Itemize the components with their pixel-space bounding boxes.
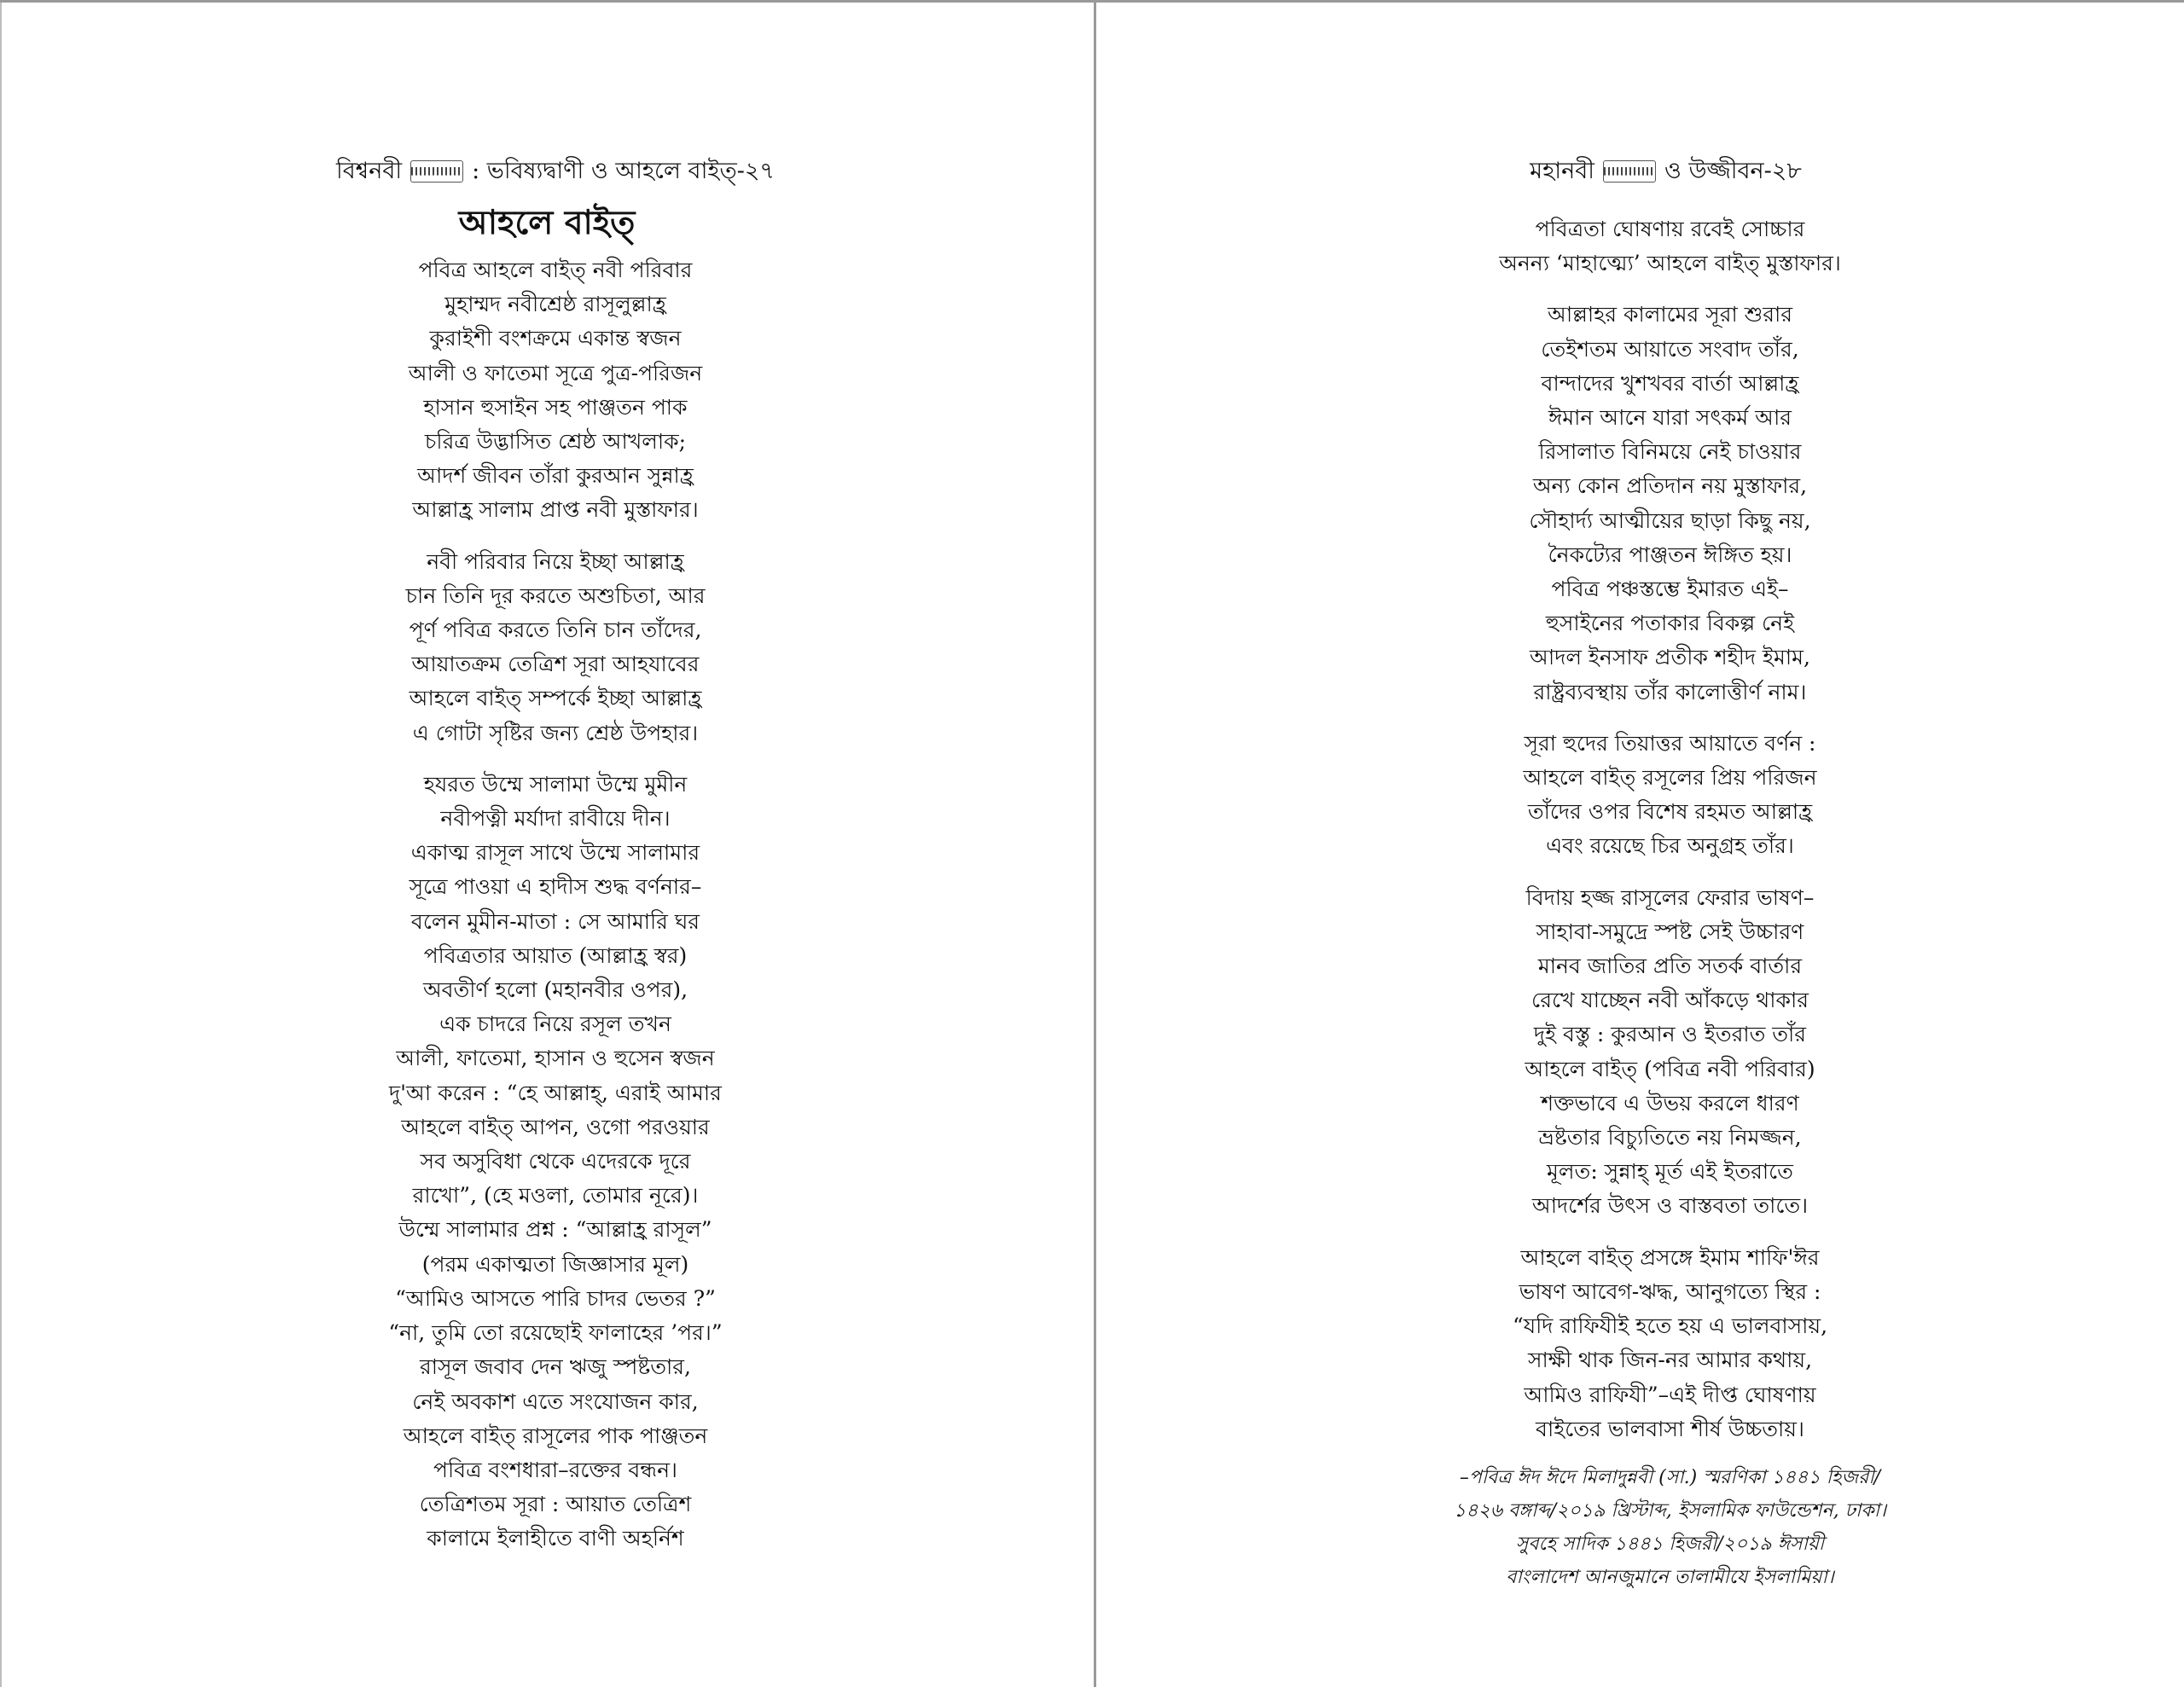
poem-line: সব অসুবিধা থেকে এদেরকে দূরে: [420, 1149, 691, 1174]
poem-line: আদর্শ জীবন তাঁরা কুরআন সুন্নাহ্র: [417, 463, 694, 489]
poem-line: এ গোটা সৃষ্টির জন্য শ্রেষ্ঠ উপহার।: [412, 720, 699, 745]
poem-line: সূরা হুদের তিয়াত্তর আয়াতে বর্ণন :: [1524, 730, 1816, 756]
poem-line: কালামে ইলাহীতে বাণী অহর্নিশ: [427, 1526, 684, 1551]
poem-line: আহলে বাইত্ সম্পর্কে ইচ্ছা আল্লাহ্র: [409, 686, 702, 711]
poem-line: দু'আ করেন : “হে আল্লাহ্, এরাই আমার: [389, 1080, 722, 1105]
credit-line: ১৪২৬ বঙ্গাব্দ/২০১৯ খ্রিস্টাব্দ, ইসলামিক ফাউন্ডেশন, ঢাকা।: [1453, 1499, 1887, 1522]
poem-line: দুই বস্তু : কুরআন ও ইতরাত তাঁর: [1533, 1022, 1807, 1047]
poem-line: একাত্ম রাসূল সাথে উম্মে সালামার: [410, 840, 700, 866]
poem-line: নবী পরিবার নিয়ে ইচ্ছা আল্লাহ্র: [427, 548, 684, 574]
header-text-after: : ভবিষ্যদ্বাণী ও আহলে বাইত্-২৭: [472, 158, 775, 184]
poem-line: এবং রয়েছে চির অনুগ্রহ তাঁর।: [1546, 833, 1794, 859]
poem-line: আয়াতক্রম তেত্রিশ সূরা আহযাবের: [411, 652, 700, 677]
poem-line: আলী ও ফাতেমা সূত্রে পুত্র-পরিজন: [408, 360, 703, 386]
poem-line: উম্মে সালামার প্রশ্ন : “আল্লাহ্র রাসূল”: [398, 1217, 712, 1243]
stanza: [1156, 212, 2184, 281]
poem-line: নেই অবকাশ এতে সংযোজন কার,: [412, 1388, 699, 1414]
right-poem-body: [1096, 212, 2184, 1446]
poem-line: আদল ইনসাফ প্রতীক শহীদ ইমাম,: [1530, 645, 1810, 670]
poem-line: অন্য কোন প্রতিদান নয় মুস্তাফার,: [1532, 473, 1808, 499]
poem-line: রাসূল জবাব দেন ঋজু স্পষ্টতার,: [420, 1354, 691, 1380]
poem-line: পবিত্রতা ঘোষণায় রবেই সোচ্চার: [1535, 217, 1805, 241]
poem-line: “না, তুমি তো রয়েছোই ফালাহের ’পর।”: [388, 1320, 723, 1346]
poem-line: কুরাইশী বংশক্রমে একান্ত স্বজন: [429, 326, 682, 351]
poem-line: (পরম একাত্মতা জিজ্ঞাসার মূল): [421, 1251, 689, 1277]
poem-line: রিসালাত বিনিময়ে নেই চাওয়ার: [1538, 439, 1802, 465]
poem-line: সাহাবা-সমুদ্রে স্পষ্ট সেই উচ্চারণ: [1536, 919, 1804, 944]
stanza: [1156, 1241, 2184, 1446]
poem-line: আহলে বাইত্ প্রসঙ্গে ইমাম শাফি'ঈর: [1520, 1244, 1820, 1270]
poem-line: পূর্ণ পবিত্র করতে তিনি চান তাঁদের,: [409, 617, 702, 643]
header-text-before: বিশ্বনবী: [336, 158, 403, 184]
poem-line: চরিত্র উদ্ভাসিত শ্রেষ্ঠ আখলাক;: [424, 429, 687, 455]
source-credit: [1156, 1464, 2184, 1591]
poem-line: রাষ্ট্রব্যবস্থায় তাঁর কালোত্তীর্ণ নাম।: [1533, 679, 1807, 704]
poem-line: সাক্ষী থাক জিন-নর আমার কথায়,: [1527, 1348, 1813, 1373]
right-page: [1094, 3, 2184, 1687]
header-text-before: মহানবী: [1530, 158, 1594, 184]
poem-line: “আমিও আসতে পারি চাদর ভেতর ?”: [395, 1285, 716, 1311]
poem-line: সূত্রে পাওয়া এ হাদীস শুদ্ধ বর্ণনার–: [409, 874, 702, 900]
poem-line: বাইতের ভালবাসা শীর্ষ উচ্চতায়।: [1536, 1416, 1804, 1441]
poem-line: আহলে বাইত্ (পবিত্র নবী পরিবার): [1525, 1056, 1815, 1081]
poem-line: হযরত উম্মে সালামা উম্মে মুমীন: [423, 771, 688, 797]
calligraphy-honorific-icon: [410, 160, 463, 183]
stanza: [19, 545, 1092, 751]
poem-line: আমিও রাফিযী”–এই দীপ্ত ঘোষণায়: [1524, 1382, 1816, 1407]
poem-line: এক চাদরে নিয়ে রসূল তখন: [439, 1012, 671, 1037]
poem-title: আহলে বাইত্: [458, 203, 636, 242]
credit-line: বাংলাদেশ আনজুমানে তালামীযে ইসলামিয়া।: [1506, 1566, 1834, 1588]
poem-line: ঈমান আনে যারা সৎকর্ম আর: [1548, 405, 1792, 431]
credit-line: –পবিত্র ঈদ ঈদে মিলাদুন্নবী (সা.) স্মরণিকা ১৪৪১ হিজরী/: [1459, 1466, 1881, 1488]
left-poem-body: [2, 253, 1092, 1557]
poem-line: আল্লাহ্র সালাম প্রাপ্ত নবী মুস্তাফার।: [412, 497, 699, 523]
poem-line: আল্লাহর কালামের সূরা শুরার: [1547, 302, 1792, 328]
poem-line: তেত্রিশতম সূরা : আয়াত তেত্রিশ: [419, 1492, 692, 1517]
poem-line: আহলে বাইত্ রাসূলের পাক পাঞ্জতন: [403, 1423, 708, 1448]
poem-line: নবীপত্নী মর্যাদা রাবীয়ে দীন।: [440, 806, 671, 832]
poem-line: আহলে বাইত্ রসূলের প্রিয় পরিজন: [1523, 765, 1817, 791]
poem-line: ভ্রষ্টতার বিচ্যুতিতে নয় নিমজ্জন,: [1538, 1125, 1802, 1151]
poem-line: বিদায় হজ্জ রাসূলের ফেরার ভাষণ–: [1525, 884, 1815, 910]
poem-line: মূলত: সুন্নাহ্ মূর্ত এই ইতরাতে: [1547, 1159, 1793, 1185]
poem-line: নৈকট্যের পাঞ্জতন ঈঙ্গিত হয়।: [1548, 542, 1792, 567]
poem-line: “যদি রাফিযীই হতে হয় এ ভালবাসায়,: [1512, 1313, 1828, 1339]
credit-line: সুবহে সাদিক ১৪৪১ হিজরী/২০১৯ ঈসায়ী: [1515, 1533, 1825, 1555]
poem-line: ভাষণ আবেগ-ঋদ্ধ, আনুগত্যে স্থির :: [1519, 1278, 1821, 1304]
poem-line: পবিত্র পঞ্চস্তম্ভে ইমারত এই–: [1551, 577, 1789, 602]
poem-line: পবিত্রতার আয়াত (আল্লাহ্র স্বর): [423, 942, 688, 968]
right-page-header: [1096, 156, 2184, 187]
header-text-after: ও উজ্জীবন-২৮: [1664, 158, 1802, 184]
stanza: [1156, 881, 2184, 1224]
poem-line: বলেন মুমীন-মাতা : সে আমারি ঘর: [410, 908, 700, 934]
stanza: [19, 768, 1092, 1557]
poem-line: মুহাম্মদ নবীশ্রেষ্ঠ রাসূলুল্লাহ্র: [444, 292, 666, 317]
poem-line: বান্দাদের খুশখবর বার্তা আল্লাহ্র: [1541, 370, 1799, 396]
poem-line: রেখে যাচ্ছেন নবী আঁকড়ে থাকার: [1531, 988, 1809, 1013]
poem-line: আহলে বাইত্ আপন, ওগো পরওয়ার: [401, 1114, 710, 1139]
poem-line: হাসান হুসাইন সহ পাঞ্জতন পাক: [423, 394, 688, 420]
poem-line: চান তিনি দূর করতে অশুচিতা, আর: [405, 583, 706, 608]
poem-line: অবতীর্ণ হলো (মহানবীর ওপর),: [422, 977, 688, 1003]
stanza: [1156, 727, 2184, 864]
poem-line: পবিত্র আহলে বাইত্ নবী পরিবার: [418, 258, 693, 282]
poem-line: তেইশতম আয়াতে সংবাদ তাঁর,: [1541, 336, 1799, 362]
poem-line: রাখো”, (হে মওলা, তোমার নূরে)।: [412, 1183, 699, 1209]
poem-line: শক্তভাবে এ উভয় করলে ধারণ: [1541, 1090, 1799, 1116]
stanza: [19, 253, 1092, 528]
poem-line: তাঁদের ওপর বিশেষ রহমত আল্লাহ্র: [1527, 799, 1813, 825]
left-page-header: [2, 156, 1092, 187]
stanza: [1156, 298, 2184, 709]
calligraphy-honorific-icon: [1603, 160, 1656, 183]
poem-line: পবিত্র বংশধারা–রক্তের বন্ধন।: [433, 1457, 677, 1482]
left-page: [0, 3, 1092, 1687]
poem-line: মানব জাতির প্রতি সতর্ক বার্তার: [1537, 954, 1803, 979]
poem-line: আলী, ফাতেমা, হাসান ও হুসেন স্বজন: [396, 1046, 715, 1071]
poem-line: অনন্য ‘মাহাত্ম্যে’ আহলে বাইত্ মুস্তাফার।: [1499, 251, 1841, 276]
poem-line: সৌহার্দ্য আত্মীয়ের ছাড়া কিছু নয়,: [1529, 507, 1811, 533]
poem-line: হুসাইনের পতাকার বিকল্প নেই: [1545, 611, 1795, 636]
poem-line: আদর্শের উৎস ও বাস্তবতা তাতে।: [1531, 1193, 1809, 1219]
